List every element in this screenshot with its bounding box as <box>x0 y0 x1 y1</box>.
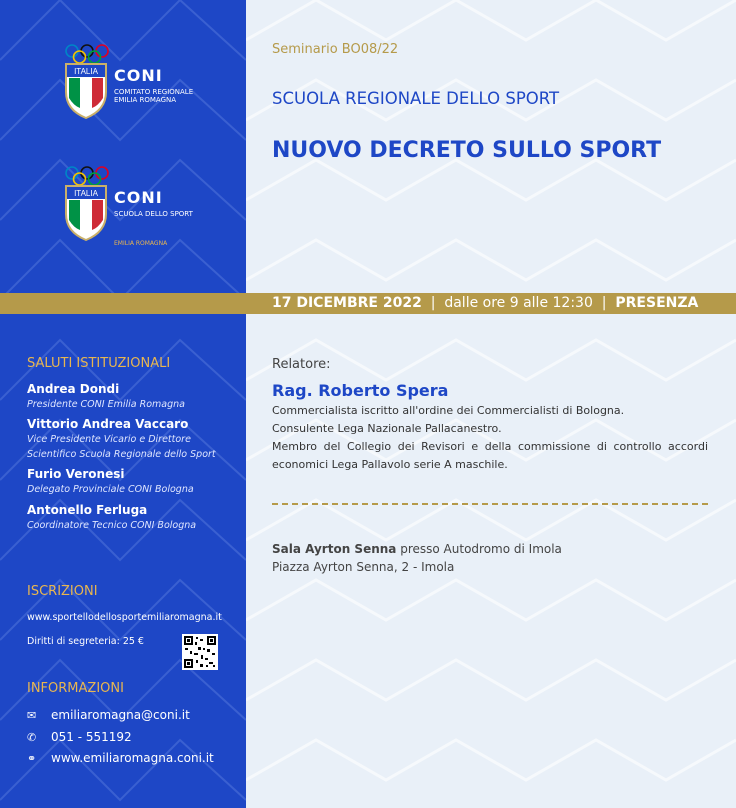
italy-shield-icon <box>64 62 108 120</box>
web-link[interactable]: www.emiliaromagna.coni.it <box>51 751 214 765</box>
iscrizioni-link[interactable]: www.sportellodellosportemiliaromagna.it <box>27 612 222 623</box>
coni-wordmark: CONI <box>114 66 163 85</box>
school-name: SCUOLA REGIONALE DELLO SPORT <box>272 89 560 108</box>
shield-badge-text: ITALIA <box>74 189 98 198</box>
saluti-heading: SALUTI ISTITUZIONALI <box>27 356 171 371</box>
speaker-role: Delegato Provinciale CONI Bologna <box>27 484 194 495</box>
speaker-name: Andrea Dondi <box>27 382 120 396</box>
italy-shield-icon <box>64 184 108 242</box>
separator: | <box>421 295 445 311</box>
seminar-code: Seminario BO08/22 <box>272 42 399 57</box>
speaker-role: Coordinatore Tecnico CONI Bologna <box>27 520 197 531</box>
logo-region: EMILIA ROMAGNA <box>114 240 168 247</box>
relatore-line: Commercialista iscritto all'ordine dei Commercialisti di Bologna. <box>272 404 625 417</box>
informazioni-heading: INFORMAZIONI <box>27 681 124 696</box>
phone-row[interactable] <box>27 730 132 744</box>
email-row[interactable] <box>27 708 190 722</box>
relatore-label: Relatore: <box>272 357 331 372</box>
globe-icon: ⚭ <box>27 752 37 765</box>
fee-text: Diritti di segreteria: 25 € <box>27 636 144 647</box>
olympic-rings-icon <box>64 44 110 64</box>
page-title: NUOVO DECRETO SULLO SPORT <box>272 138 662 163</box>
separator: | <box>592 295 616 311</box>
event-mode: PRESENZA <box>615 295 699 311</box>
date-band <box>0 293 736 314</box>
coni-emilia-romagna-logo <box>64 44 234 134</box>
phone-icon: ✆ <box>27 731 37 744</box>
date-band-text <box>272 295 698 311</box>
relatore-description <box>272 402 708 474</box>
venue-address: Piazza Ayrton Senna, 2 - Imola <box>272 560 455 574</box>
qr-code-icon[interactable] <box>182 634 218 670</box>
shield-badge-text: ITALIA <box>74 67 98 76</box>
event-date: 17 DICEMBRE 2022 <box>272 295 422 311</box>
dashed-divider <box>272 503 708 505</box>
olympic-rings-icon <box>64 166 110 186</box>
venue-hall: Sala Ayrton Senna <box>272 542 397 556</box>
speaker-name: Antonello Ferluga <box>27 503 148 517</box>
speaker-role: Presidente CONI Emilia Romagna <box>27 399 185 410</box>
left-panel <box>0 0 246 808</box>
venue-block <box>272 540 562 576</box>
iscrizioni-heading: ISCRIZIONI <box>27 584 98 599</box>
venue-presso: presso Autodromo di Imola <box>396 542 562 556</box>
event-time: dalle ore 9 alle 12:30 <box>444 295 593 311</box>
mail-icon: ✉ <box>27 709 37 722</box>
relatore-name: Rag. Roberto Spera <box>272 381 449 400</box>
web-row[interactable] <box>27 751 214 765</box>
relatore-line: Consulente Lega Nazionale Pallacanestro. <box>272 422 502 435</box>
coni-wordmark: CONI <box>114 188 163 207</box>
relatore-line: Membro del Collegio dei Revisori e della commissione di controllo accordi economici Lega Pallavolo serie A maschile. <box>272 440 708 471</box>
speaker-name: Vittorio Andrea Vaccaro <box>27 417 189 431</box>
coni-scuola-sport-logo <box>64 166 234 256</box>
logo-subtitle: SCUOLA DELLO SPORT <box>114 210 193 218</box>
email-link[interactable]: emiliaromagna@coni.it <box>51 708 190 722</box>
phone-link[interactable]: 051 - 551192 <box>51 730 132 744</box>
logo-subtitle: COMITATO REGIONALE EMILIA ROMAGNA <box>114 88 194 104</box>
speaker-role: Vice Presidente Vicario e Direttore Scientifico Scuola Regionale dello Sport <box>27 434 216 460</box>
speaker-name: Furio Veronesi <box>27 467 125 481</box>
